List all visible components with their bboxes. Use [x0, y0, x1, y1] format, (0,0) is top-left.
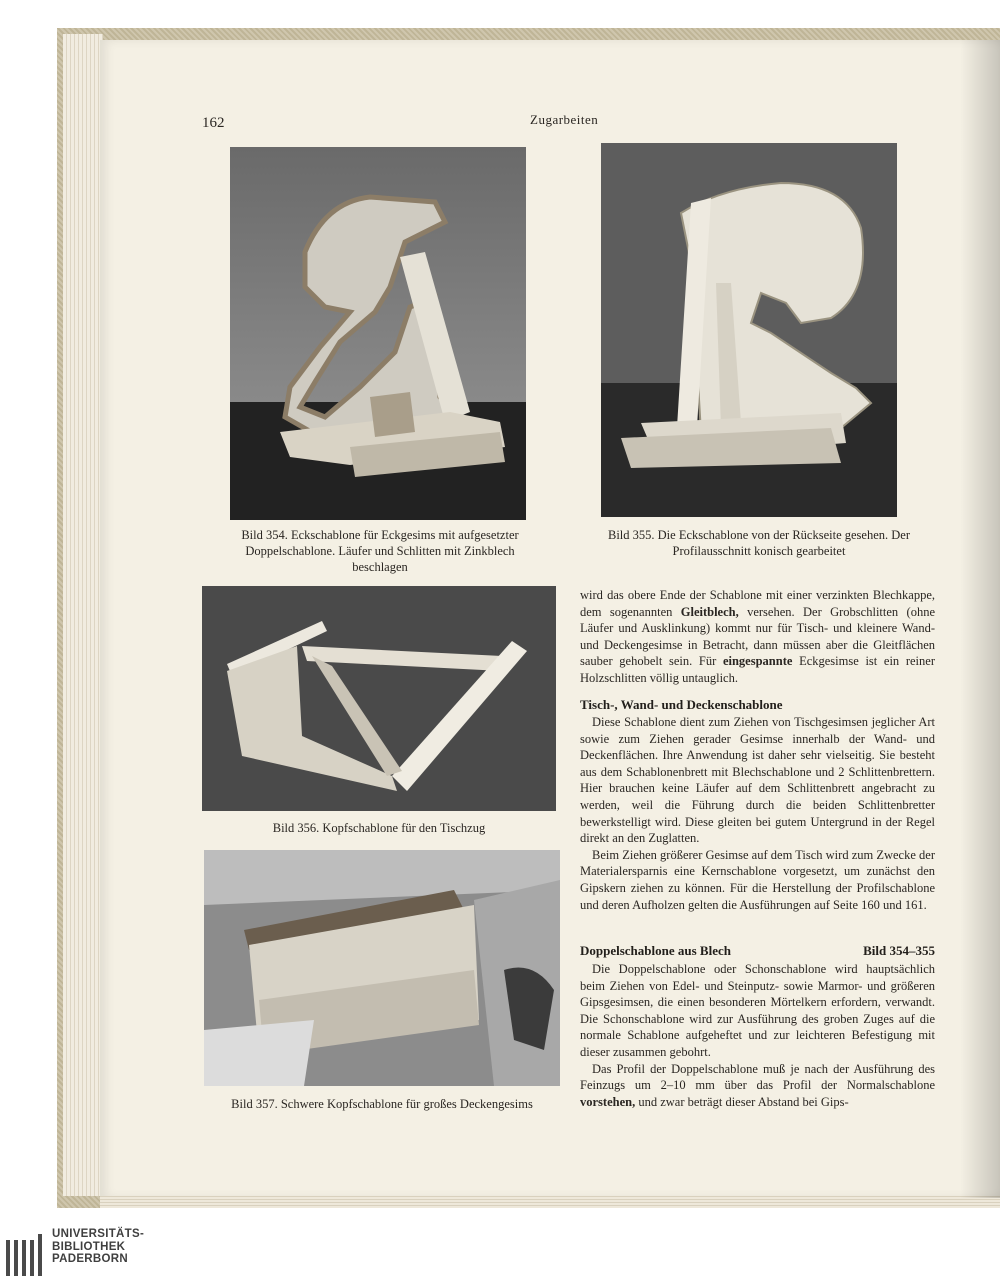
corner-template-photo — [230, 147, 526, 520]
paragraph: Die Doppelschablone oder Schonschablone wird hauptsächlich beim Ziehen von Edel- und Steinputz- sowie Marmor- und größeren Gipsgesimsen, die einen besonderen Mörtelkern erfordern, verwandt. Die Schonschablone wird zur Ausführung des groben Zuges auf die normale Schablone aufgeheftet und zur leichteren Befestigung mit dieser zusammen gebohrt. — [580, 962, 935, 1059]
logo-line-2: BIBLIOTHEK — [52, 1240, 126, 1253]
library-logo-text — [52, 1228, 144, 1266]
photo-fig357 — [204, 850, 560, 1086]
heading-text: Doppelschablone aus Blech — [580, 943, 731, 958]
caption-fig355: Bild 355. Die Eckschablone von der Rückseite gesehen. Der Profilausschnitt konisch gearbeitet — [608, 528, 910, 558]
body-paragraph-1 — [580, 587, 935, 687]
text-run: Das Profil der Doppelschablone muß je nach der Ausführung des Feinzugs um 2–10 mm über das Profil der Normalschablone — [580, 1061, 935, 1093]
library-logo-bars-icon — [4, 1232, 48, 1276]
paragraph: Beim Ziehen größerer Gesimse auf dem Tisch wird zum Zwecke der Materialersparnis eine Kernschablone vorgesetzt, um zunächst den Gipskern ziehen zu können. Für die Herstellung der Profilschablone und deren Aufholzen gelten die Ausführungen auf Seite 160 und 161. — [580, 847, 935, 912]
photo-fig355 — [601, 143, 897, 517]
heavy-head-template-photo — [204, 850, 560, 1086]
paragraph — [580, 1061, 935, 1111]
page-bottom-edge — [100, 1196, 1000, 1208]
caption-fig354: Bild 354. Eckschablone für Eckgesims mit aufgesetzter Doppelschablone. Läufer und Schlitten mit Zinkblech beschlagen — [241, 528, 519, 574]
library-logo — [0, 1222, 170, 1279]
bold-term-gleitblech: Gleitblech, — [680, 604, 739, 619]
bold-term-eingespannte: eingespannte — [722, 654, 793, 669]
page-stack-edge — [63, 34, 103, 1196]
table-head-template-photo — [202, 586, 556, 811]
photo-fig354 — [230, 147, 526, 520]
logo-line-3: PADERBORN — [52, 1253, 128, 1265]
running-title: Zugarbeiten — [530, 112, 599, 127]
section-heading-tisch: Tisch-, Wand- und Deckenschablone — [580, 697, 783, 712]
text-run: und zwar beträgt dieser Abstand bei Gips- — [635, 1094, 849, 1109]
caption-fig356: Bild 356. Kopfschablone für den Tischzug — [272, 821, 486, 835]
page-gutter-shadow — [960, 40, 1000, 1198]
section-heading-doppelschablone — [580, 943, 935, 959]
heading-figure-ref: Bild 354–355 — [863, 943, 935, 958]
paragraph-continuation — [580, 587, 935, 687]
text-run: wird das obere Ende der Schablone mit einer verzinkten Blechkappe, dem sogenannten — [580, 588, 935, 619]
bold-term-vorstehen: vorstehen, — [580, 1094, 636, 1109]
text-run: Eckgesimse ist ein reiner Holzschlitten völlig untauglich. — [580, 654, 935, 685]
photo-fig356 — [202, 586, 556, 811]
body-paragraph-4 — [580, 961, 935, 1110]
logo-line-1: UNIVERSITÄTS- — [52, 1228, 145, 1240]
body-paragraph-2 — [580, 714, 935, 913]
corner-template-rear-photo — [601, 143, 897, 517]
text-run: versehen. Der Grobschlitten (ohne Läufer und Ausklinkung) kommt nur für Tisch- und kleinere Wand- und Deckengesimse in Betracht, dann müssen aber die Gleitflächen sauber gehobelt sein. Für — [580, 604, 935, 669]
caption-fig357: Bild 357. Schwere Kopfschablone für großes Deckengesims — [231, 1097, 533, 1111]
paragraph: Diese Schablone dient zum Ziehen von Tischgesimsen jeglicher Art sowie zum Ziehen gerader Gesimse innerhalb der Wand- und Deckenflächen. Ihre Anwendung ist daher sehr vielseitig. Sie besteht aus dem Schablonenbrett mit Blechschablone und 2 Schlittenbrettern. Hier brauchen keine Läufer auf dem Schlittenbrett angebracht zu werden, weil die Führung durch die beiden Schlittenbretter bewerkstelligt wird. Diese gleiten bei gutem Untergrund in der Regel direkt an den Zuglatten. — [580, 715, 935, 846]
page-number: 162 — [202, 115, 225, 131]
